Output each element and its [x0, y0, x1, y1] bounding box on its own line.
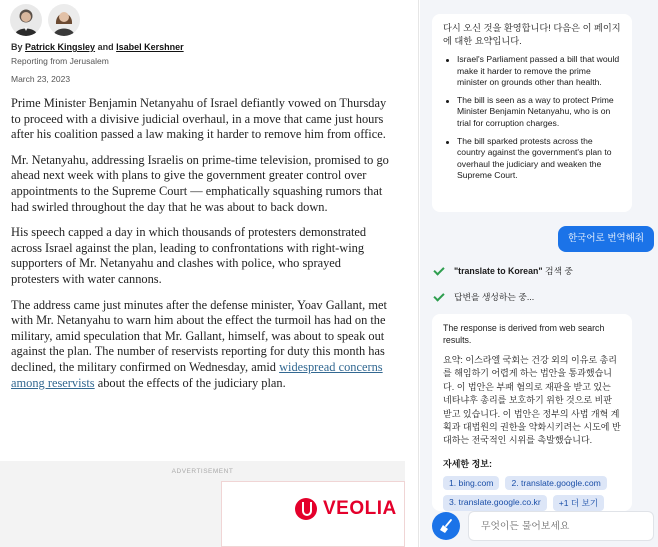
- chat-panel: [420, 0, 658, 547]
- article-paragraph-1: Prime Minister Benjamin Netanyahu of Israel defiantly vowed on Thursday to proceed with a divisive judicial overhaul, in a move that came just hours after his coalition passed a law making it harder to remove him from office.: [11, 96, 387, 142]
- source-link[interactable]: 3. translate.google.co.kr: [443, 495, 547, 511]
- broom-icon: [438, 518, 454, 534]
- new-topic-button[interactable]: [432, 512, 460, 540]
- search-status-suffix: 검색 중: [542, 266, 573, 276]
- summary-message: [432, 14, 632, 212]
- paragraph-4-text-end: about the effects of the judiciary plan.: [94, 375, 286, 390]
- show-more-sources[interactable]: +1 더 보기: [553, 495, 604, 511]
- status-search-text: [454, 264, 573, 277]
- article-paragraph-3: His speech capped a day in which thousands of protesters demonstrated across Israel against the plan, leading to confrontations with right-wing supporters of Mr. Netanyahu and clashes with police, who sprayed protesters with water cannons.: [11, 225, 367, 286]
- chat-input[interactable]: [468, 511, 654, 541]
- search-keyword: "translate to Korean": [454, 266, 543, 276]
- check-icon: [434, 291, 446, 303]
- divider-line: [418, 0, 419, 547]
- reservists-concerns-link[interactable]: widespread concerns among reservists: [11, 359, 383, 390]
- article-paragraph-4: [11, 298, 391, 392]
- answer-message: [432, 314, 632, 511]
- source-link[interactable]: 2. translate.google.com: [505, 476, 606, 490]
- author-avatars: [10, 4, 80, 36]
- user-message: 한국어로 번역해줘: [558, 226, 654, 252]
- answer-source-note: The response is derived from web search results.: [443, 323, 605, 345]
- byline-prefix: By: [11, 42, 23, 52]
- article-paragraph-2: Mr. Netanyahu, addressing Israelis on prime-time television, promised to go ahead next week with plans to give the government greater control over appointments to the Supreme Court — emphatically squashing rumors that had swirled throughout the day that he was about to back down.: [11, 152, 389, 214]
- pane-divider: [405, 0, 420, 547]
- byline: [11, 42, 184, 52]
- composer: [432, 508, 654, 544]
- status-searching: [434, 264, 573, 277]
- learn-more-label: 자세한 정보:: [443, 458, 492, 469]
- byline-and: and: [97, 42, 114, 52]
- check-icon: [434, 265, 446, 277]
- publish-date: March 23, 2023: [11, 74, 71, 84]
- summary-bullet: The bill sparked protests across the country against the government's plan to overhaul the judiciary and weaken the Supreme Court.: [443, 136, 621, 182]
- veolia-mark-icon: [295, 498, 317, 520]
- status-generating-text: 답변을 생성하는 중...: [454, 292, 535, 302]
- author-avatar-2[interactable]: [48, 4, 80, 36]
- veolia-logo[interactable]: [295, 498, 397, 520]
- status-generating: [434, 290, 534, 303]
- reporting-location: Reporting from Jerusalem: [11, 56, 109, 66]
- source-link[interactable]: 1. bing.com: [443, 476, 499, 490]
- summary-intro: 다시 오신 것을 환영합니다! 다음은 이 페이지에 대한 요약입니다.: [443, 23, 621, 46]
- source-links: [443, 476, 621, 511]
- summary-bullet: Israel's Parliament passed a bill that would make it harder to remove the prime minister on grounds other than health.: [443, 54, 621, 89]
- author-link-2[interactable]: Isabel Kershner: [116, 42, 184, 52]
- paragraph-4-text-start: The address came just minutes after the defense minister, Yoav Gallant, met with Mr. Netanyahu to warn him about the effect the turmoil has had on the military, amid speculation that Mr. Gallant, himself, was about to speak out against the plan. The number of reservists reporting for duty this month has declined, the military confirmed on Wednesday, amid: [11, 297, 387, 374]
- advertisement-label: ADVERTISEMENT: [171, 468, 234, 475]
- article-body: [11, 96, 391, 401]
- summary-list: [443, 54, 621, 182]
- author-avatar-1[interactable]: [10, 4, 42, 36]
- summary-bullet: The bill is seen as a way to protect Prime Minister Benjamin Netanyahu, who is on trial for corruption charges.: [443, 95, 621, 130]
- veolia-wordmark: VEOLIA: [323, 498, 397, 519]
- author-link-1[interactable]: Patrick Kingsley: [25, 42, 96, 52]
- answer-text: 요약: 이스라엘 국회는 건강 외의 이유로 총리를 해임하기 어렵게 하는 법안을 통과했습니다. 이 법안은 부패 혐의로 재판을 받고 있는 네타냐후 총리를 보호하기 위한 것으로 비판 받고 있습니다. 이 법안은 정부의 사법 개혁 계획과 대법원의 권한을 약화시키려는 시도에 반대하는 전국적인 시위를 촉발했습니다.: [443, 355, 621, 446]
